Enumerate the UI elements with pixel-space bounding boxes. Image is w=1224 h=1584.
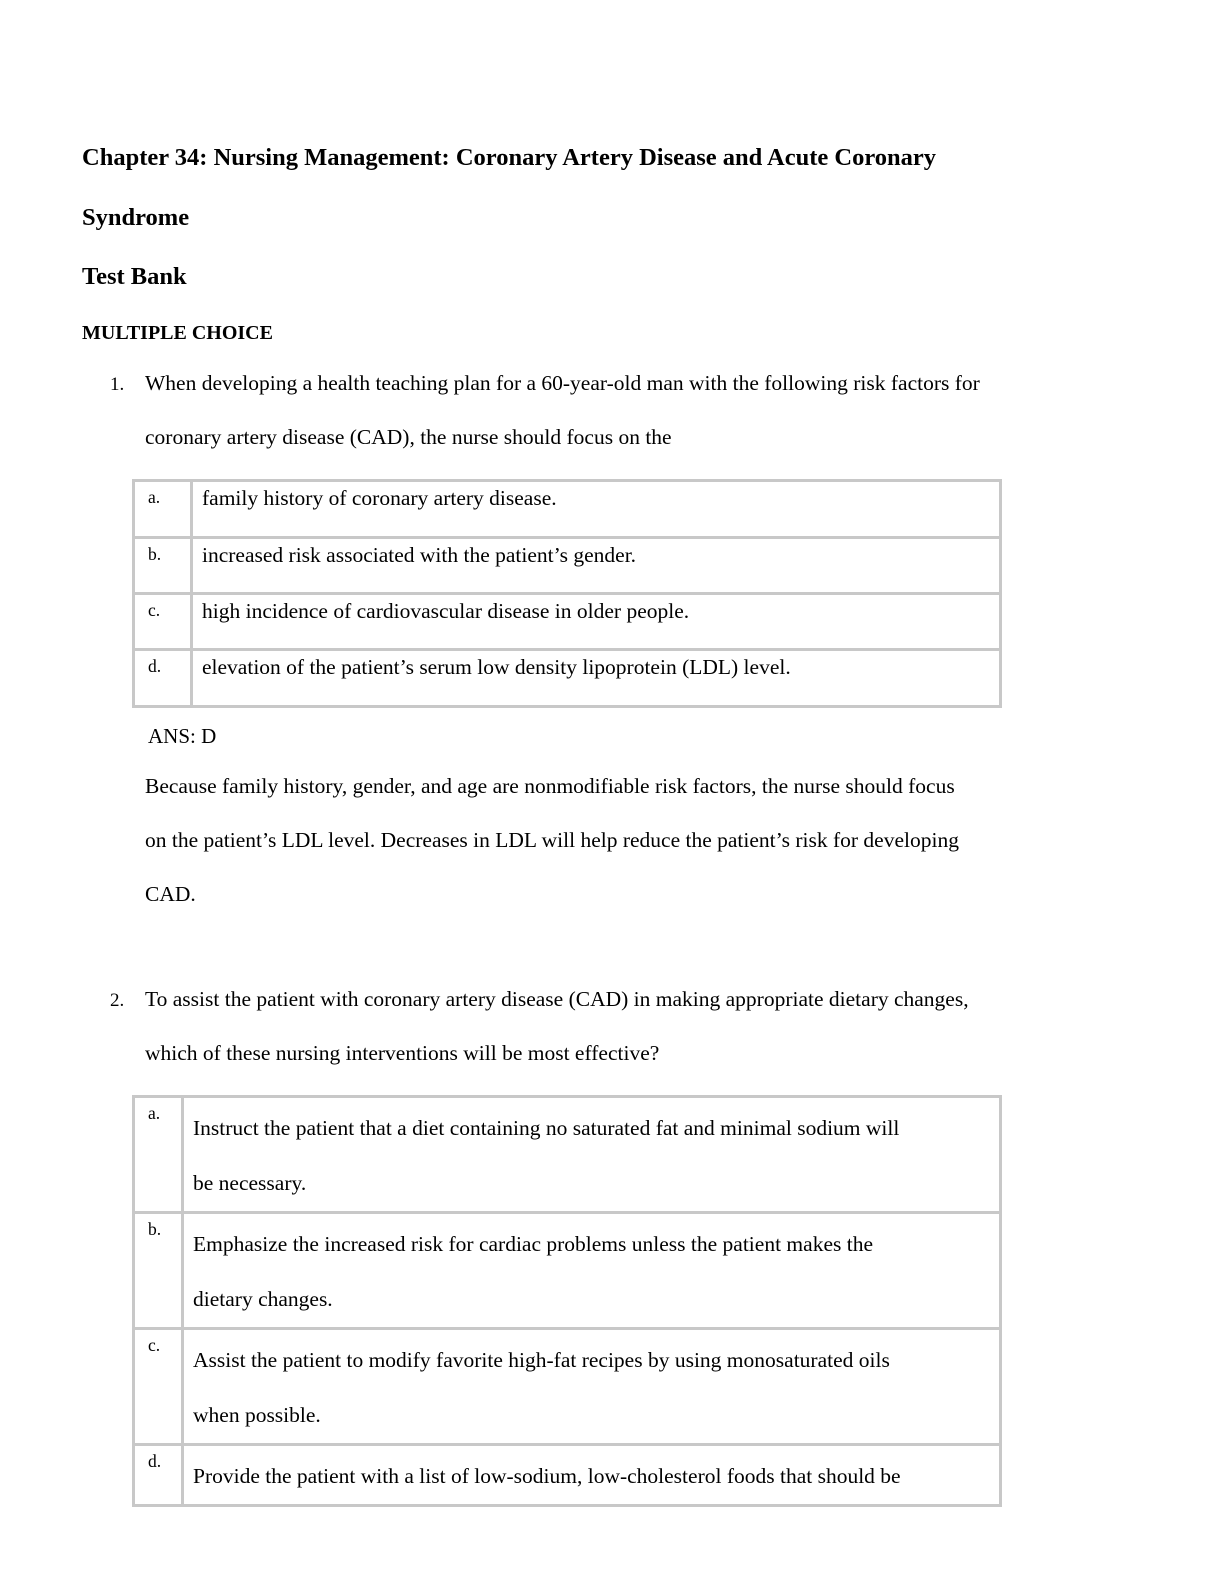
question-1-choices: [132, 479, 1002, 708]
choice-letter: c.: [134, 594, 192, 650]
choice-letter: b.: [134, 538, 192, 594]
choice-row-c: [134, 594, 1001, 650]
question-2-stem-line-2: which of these nursing interventions will be most effective?: [145, 1041, 660, 1065]
choice-row-b: [134, 1213, 1001, 1329]
choice-row-a: [134, 481, 1001, 538]
choice-text-line-1: Instruct the patient that a diet containing no saturated fat and minimal sodium will: [193, 1116, 900, 1140]
choice-text: family history of coronary artery disease.: [192, 481, 1001, 538]
chapter-title-line-2: Syndrome: [82, 204, 190, 231]
choice-text: [183, 1445, 1001, 1506]
choice-text-line-2: be necessary.: [193, 1171, 307, 1195]
question-2-number: 2.: [110, 990, 125, 1011]
choice-row-b: [134, 538, 1001, 594]
choice-letter: d.: [134, 1445, 183, 1506]
choice-text-line-2: when possible.: [193, 1403, 321, 1427]
choice-text: [183, 1213, 1001, 1329]
choice-letter: c.: [134, 1329, 183, 1445]
question-1-stem-line-2: coronary artery disease (CAD), the nurse should focus on the: [145, 425, 672, 449]
choice-letter: a.: [134, 1097, 183, 1213]
section-heading: MULTIPLE CHOICE: [82, 322, 273, 344]
choice-text: high incidence of cardiovascular disease in older people.: [192, 594, 1001, 650]
choice-text: elevation of the patient’s serum low density lipoprotein (LDL) level.: [192, 650, 1001, 707]
choice-row-a: [134, 1097, 1001, 1213]
question-1-rationale-line-1: Because family history, gender, and age are nonmodifiable risk factors, the nurse should focus: [145, 774, 955, 798]
question-2-choices: [132, 1095, 1002, 1507]
choice-text: [183, 1329, 1001, 1445]
question-1-answer: ANS: D: [148, 724, 217, 748]
choice-letter: d.: [134, 650, 192, 707]
choice-text-line-2: dietary changes.: [193, 1287, 333, 1311]
choice-text-line-1: Provide the patient with a list of low-sodium, low-cholesterol foods that should be: [193, 1464, 901, 1488]
choice-letter: a.: [134, 481, 192, 538]
test-bank-heading: Test Bank: [82, 263, 187, 290]
question-1-rationale-line-2: on the patient’s LDL level. Decreases in LDL will help reduce the patient’s risk for developing: [145, 828, 959, 852]
question-1-number: 1.: [110, 374, 125, 395]
choice-text: [183, 1097, 1001, 1213]
choice-letter: b.: [134, 1213, 183, 1329]
question-1-stem-line-1: When developing a health teaching plan for a 60-year-old man with the following risk factors for: [145, 371, 980, 395]
question-1-rationale-line-3: CAD.: [145, 882, 196, 906]
choice-row-d: [134, 1445, 1001, 1506]
chapter-title-line-1: Chapter 34: Nursing Management: Coronary Artery Disease and Acute Coronary: [82, 144, 937, 171]
choice-text: increased risk associated with the patient’s gender.: [192, 538, 1001, 594]
choice-row-d: [134, 650, 1001, 707]
choice-text-line-1: Assist the patient to modify favorite high-fat recipes by using monosaturated oils: [193, 1348, 890, 1372]
choice-text-line-1: Emphasize the increased risk for cardiac problems unless the patient makes the: [193, 1232, 873, 1256]
question-2-stem-line-1: To assist the patient with coronary artery disease (CAD) in making appropriate dietary changes,: [145, 987, 969, 1011]
choice-row-c: [134, 1329, 1001, 1445]
